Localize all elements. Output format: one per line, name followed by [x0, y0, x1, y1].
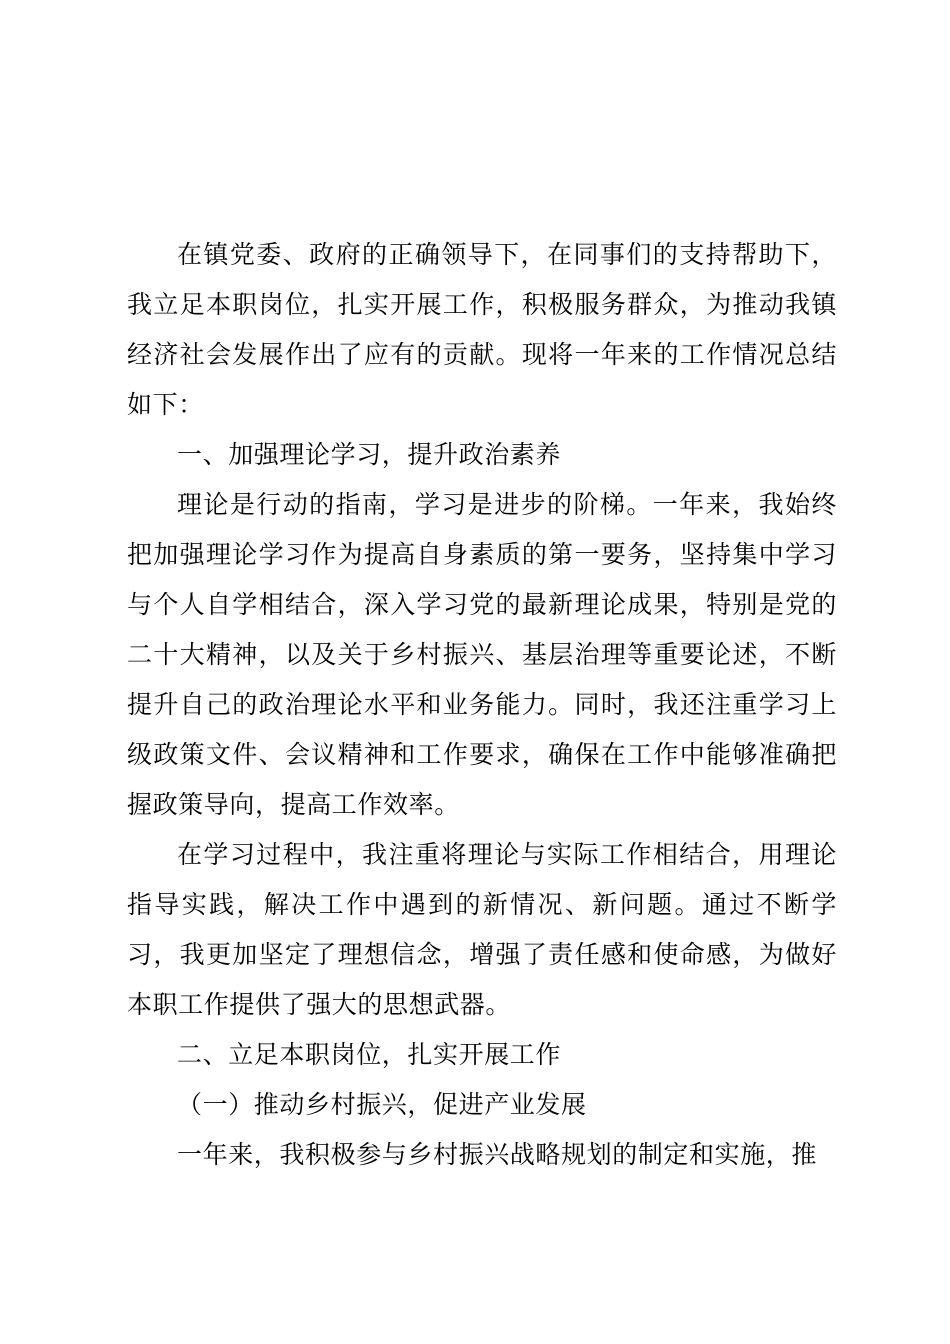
body-paragraph: 在学习过程中，我注重将理论与实际工作相结合，用理论指导实践，解决工作中遇到的新情况、新问题。通过不断学习，我更加坚定了理想信念，增强了责任感和使命感，为做好本职工作提供了强大的思想武器。	[127, 840, 837, 1019]
intro-paragraph: 在镇党委、政府的正确领导下，在同事们的支持帮助下，我立足本职岗位，扎实开展工作，积极服务群众，为推动我镇经济社会发展作出了应有的贡献。现将一年来的工作情况总结如下：	[127, 240, 837, 419]
body-paragraph: 理论是行动的指南，学习是进步的阶梯。一年来，我始终把加强理论学习作为提高自身素质的第一要务，坚持集中学习与个人自学相结合，深入学习党的最新理论成果，特别是党的二十大精神，以及关于乡村振兴、基层治理等重要论述，不断提升自己的政治理论水平和业务能力。同时，我还注重学习上级政策文件、会议精神和工作要求，确保在工作中能够准确把握政策导向，提高工作效率。	[127, 490, 837, 819]
section-heading-2: 二、立足本职岗位，扎实开展工作	[177, 1040, 562, 1069]
document-body	[127, 230, 837, 1180]
body-paragraph: 一年来，我积极参与乡村振兴战略规划的制定和实施，推	[177, 1140, 818, 1169]
subsection-heading-1: （一）推动乡村振兴，促进产业发展	[177, 1090, 587, 1119]
section-heading-1: 一、加强理论学习，提升政治素养	[177, 440, 562, 469]
